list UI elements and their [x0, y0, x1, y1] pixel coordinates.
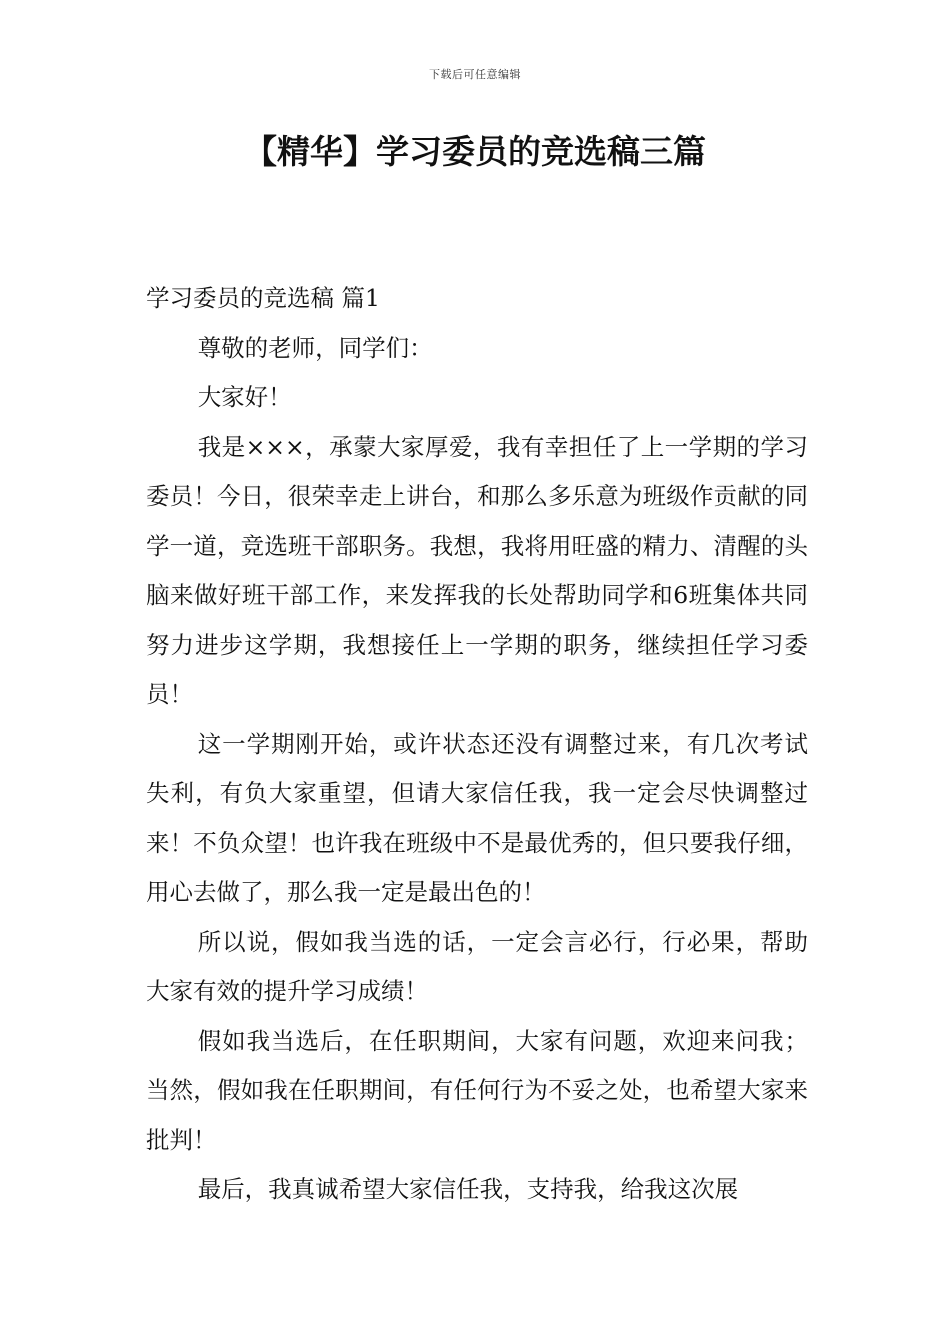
section-heading: 学习委员的竞选稿 篇1 — [146, 284, 380, 312]
document-body — [146, 274, 808, 1215]
paragraph-feedback: 假如我当选后，在任职期间，大家有问题，欢迎来问我；当然，假如我在任职期间，有任何行为不妥之处，也希望大家来批判！ — [146, 1026, 808, 1154]
paragraph-commitment: 这一学期刚开始，或许状态还没有调整过来，有几次考试失利，有负大家重望，但请大家信任我，我一定会尽快调整过来！不负众望！也许我在班级中不是最优秀的，但只要我仔细，用心去做了，那么我一定是最出色的！ — [146, 729, 808, 906]
paragraph-closing: 最后，我真诚希望大家信任我，支持我，给我这次展 — [197, 1175, 739, 1203]
paragraph-promise: 所以说，假如我当选的话，一定会言必行，行必果，帮助大家有效的提升学习成绩！ — [146, 927, 808, 1005]
paragraph-introduction: 我是×××，承蒙大家厚爱，我有幸担任了上一学期的学习委员！今日，很荣幸走上讲台，和那么多乐意为班级作贡献的同学一道，竞选班干部职务。我想，我将用旺盛的精力、清醒的头脑来做好班干部工作，来发挥我的长处帮助同学和6班集体共同努力进步这学期，我想接任上一学期的职务，继续担任学习委员！ — [146, 432, 808, 708]
header-note: 下载后可任意编辑 — [429, 68, 521, 81]
document-title: 【精华】学习委员的竞选稿三篇 — [244, 132, 706, 171]
paragraph-salutation: 尊敬的老师，同学们： — [197, 333, 433, 362]
paragraph-greeting: 大家好！ — [197, 383, 292, 411]
